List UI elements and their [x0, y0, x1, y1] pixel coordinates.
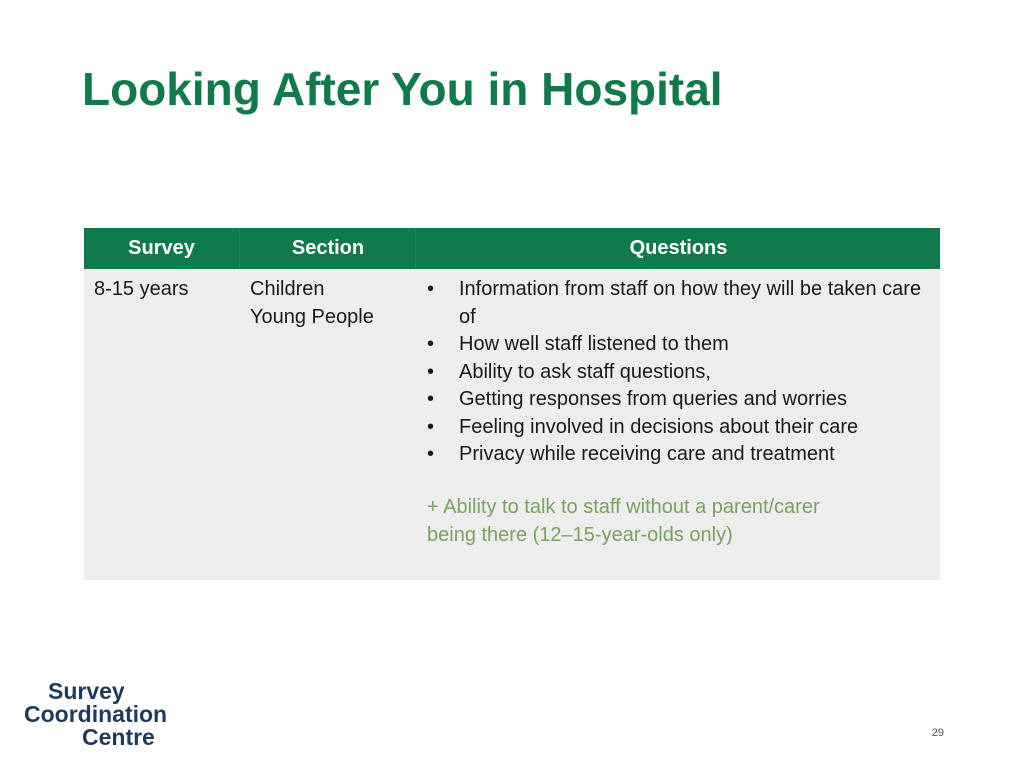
section-cell: [250, 276, 374, 331]
header-questions: Questions: [415, 228, 941, 269]
list-item: [427, 359, 937, 387]
survey-cell: 8-15 years: [94, 278, 189, 300]
table-header: [84, 228, 940, 269]
questions-table: [84, 228, 940, 580]
question-text: Ability to ask staff questions,: [459, 360, 711, 383]
question-text: Feeling involved in decisions about their care: [459, 415, 859, 438]
section-line: Children: [250, 278, 325, 300]
bullet-icon: •: [427, 360, 435, 383]
bullet-icon: •: [427, 388, 435, 410]
header-survey: Survey: [128, 237, 195, 259]
question-text: Information from staff on how they will be taken care of: [459, 278, 922, 328]
bullet-icon: •: [427, 278, 435, 300]
note-text: [427, 494, 927, 549]
page-title: Looking After You in Hospital: [82, 63, 723, 115]
question-text: Privacy while receiving care and treatment: [459, 443, 835, 465]
question-text: How well staff listened to them: [459, 333, 729, 355]
bullet-icon: •: [427, 333, 435, 355]
list-item: [427, 414, 937, 442]
logo-line: Coordination: [24, 701, 168, 727]
note-line: + Ability to talk to staff without a parent/carer: [427, 496, 820, 518]
list-item: [427, 331, 937, 359]
list-item: [427, 441, 937, 469]
questions-list: [427, 276, 937, 469]
list-item: [427, 386, 937, 414]
section-line: Young People: [250, 305, 374, 328]
note-line: being there (12–15-year-olds only): [427, 523, 733, 546]
bullet-icon: •: [427, 443, 435, 465]
survey-coordination-centre-logo: [24, 680, 167, 749]
page-number: 29: [931, 727, 944, 739]
logo-line: Survey: [48, 678, 125, 704]
header-section: Section: [239, 228, 416, 269]
logo-line: Centre: [82, 724, 155, 750]
bullet-icon: •: [427, 415, 435, 438]
list-item: [427, 276, 937, 331]
question-text: Getting responses from queries and worries: [459, 388, 847, 410]
